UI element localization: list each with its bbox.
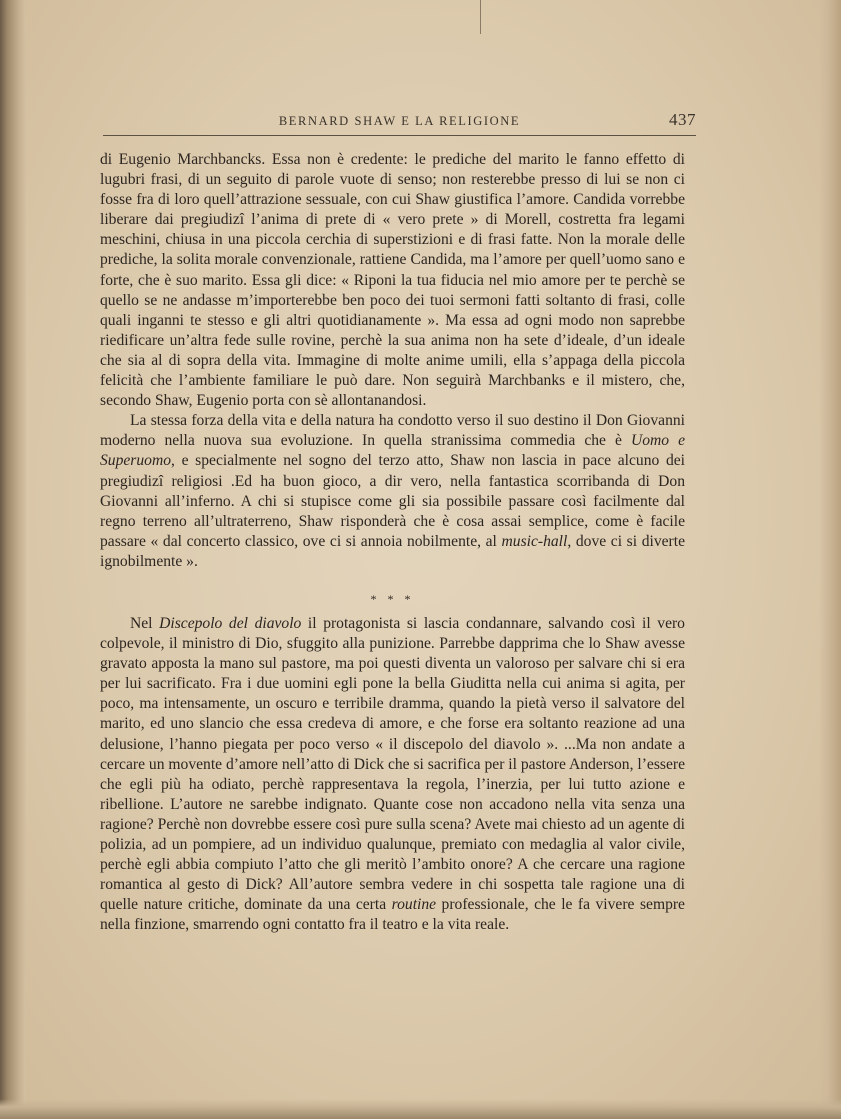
paragraph-3-text-b: il protagonista si lascia condannare, salvando così il vero colpevole, il ministro di Dio, sfuggito alla punizione. Parrebbe dapprima che lo Shaw avesse gravato apposta la mano sul pastore, ma poi questi diventa un valoroso per salvare chi si era per lui sacrificato. Fra i due uomini egli pone la bella Giuditta nella cui anima si agita, per poco, ma intensamente, un oscuro e terribile dramma, quando la pietà verso il salvatore del marito, ed uno slancio che essa credeva di amore, e che forse era soltanto reazione ad una delusione, l’hanno piegata per poco verso « il discepolo del diavolo ». ...Ma non andate a cercare un movente d’amore nell’atto di Dick che si sacrifica per il pastore Anderson, l’essere che egli più ha odiato, perchè rappresentava la regola, l’inerzia, per lui tutto azione e ribellione. L’autore ne sarebbe indignato. Quante cose non accadono nella vita senza una ragione? Perchè non dovrebbe essere così pure sulla scena? Avete mai chiesto ad un agente di polizia, ad un pompiere, ad un individuo qualunque, premiato con medaglia al valor civile, perchè egli abbia compiuto l’atto che gli meritò l’ambito onore? A che cercare una ragione romantica al gesto di Dick? All’autore sembra vedere in chi sospetta tale ragione una di quelle nature critiche, dominate da una certa bbox=[100, 614, 685, 914]
body-text bbox=[100, 150, 685, 935]
paragraph-2-text-a: La stessa forza della vita e della natura ha condotto verso il suo destino il Don Giovanni moderno nella nuova sua evoluzione. In quella stranissima commedia che è bbox=[100, 412, 685, 450]
paragraph-3-text-a: Nel bbox=[130, 614, 160, 632]
paragraph-1: di Eugenio Marchbancks. Essa non è credente: le prediche del marito le fanno effetto di lugubri frasi, di un seguito di parole vuote di senso; non resterebbe presso di lui se non ci fosse fra di loro quell’attrazione sessuale, con cui Shaw giustifica l’amore. Candida vorrebbe liberare dai pregiudizî l’anima di prete di « vero prete » di Morell, costretta fra legami meschini, chiusa in una piccola cerchia di superstizioni e di frasi fatte. Non la morale delle prediche, la solita morale convenzionale, rattiene Candida, ma l’amore per quell’uomo sano e forte, che è suo marito. Essa gli dice: « Riponi la tua fiducia nel mio amore per te perchè se quello se ne andasse m’importerebbe ben poco dei tuoi sermoni fatti soltanto di frasi, colle quali inganni te stesso e gli altri quotidianamente ». Ma essa ad ogni modo non saprebbe riedificare un’altra fede sulle rovine, perchè la sua anima non ha sete d’ideale, d’un ideale che sia al di sopra della vita. Immagine di molte anime umili, ella s’appaga della piccola felicità che l’ambiente familiare le può dare. Non seguirà Marchbanks e il mistero, che, secondo Shaw, Eugenio porta con sè allontanandosi. bbox=[100, 151, 685, 410]
fold-mark bbox=[480, 0, 481, 34]
term-routine: routine bbox=[391, 896, 437, 914]
paragraph-3 bbox=[100, 614, 685, 936]
header-rule bbox=[103, 135, 696, 136]
paragraph-2-text-c: , dove ci si diverte ignobilmente ». bbox=[100, 532, 685, 570]
play-title-discepolo-del-diavolo: Discepolo del diavolo bbox=[159, 614, 302, 632]
page-right-edge bbox=[819, 0, 841, 1119]
term-music-hall: music-hall bbox=[501, 532, 568, 550]
play-title-uomo-e-superuomo: Uomo e Superuomo bbox=[100, 432, 685, 470]
page-bottom-edge bbox=[0, 1099, 841, 1119]
running-head bbox=[103, 110, 696, 134]
paragraph-3-text-c: professionale, che le fa vivere sempre nella finzione, smarrendo ogni contatto fra il teatro e la vita reale. bbox=[100, 896, 685, 934]
running-head-title: BERNARD SHAW E LA RELIGIONE bbox=[278, 114, 521, 128]
paragraph-2 bbox=[100, 411, 685, 572]
paragraph-2-text-b: , e specialmente nel sogno del terzo atto, Shaw non lascia in pace alcuno dei pregiudizî religiosi .Ed ha buon gioco, a dir vero, nella fantastica scorribanda di Don Giovanni all’inferno. A chi si stupisce come gli sia possibile passare così facilmente dal regno terreno all’ultraterreno, Shaw risponderà che è cosa assai semplice, come è facile passare « dal concerto classico, ove ci si annoia nobilmente, al bbox=[100, 452, 685, 550]
section-break-asterism: * * * bbox=[370, 591, 415, 606]
page-gutter-shadow bbox=[0, 0, 26, 1119]
page-number: 437 bbox=[669, 110, 696, 129]
